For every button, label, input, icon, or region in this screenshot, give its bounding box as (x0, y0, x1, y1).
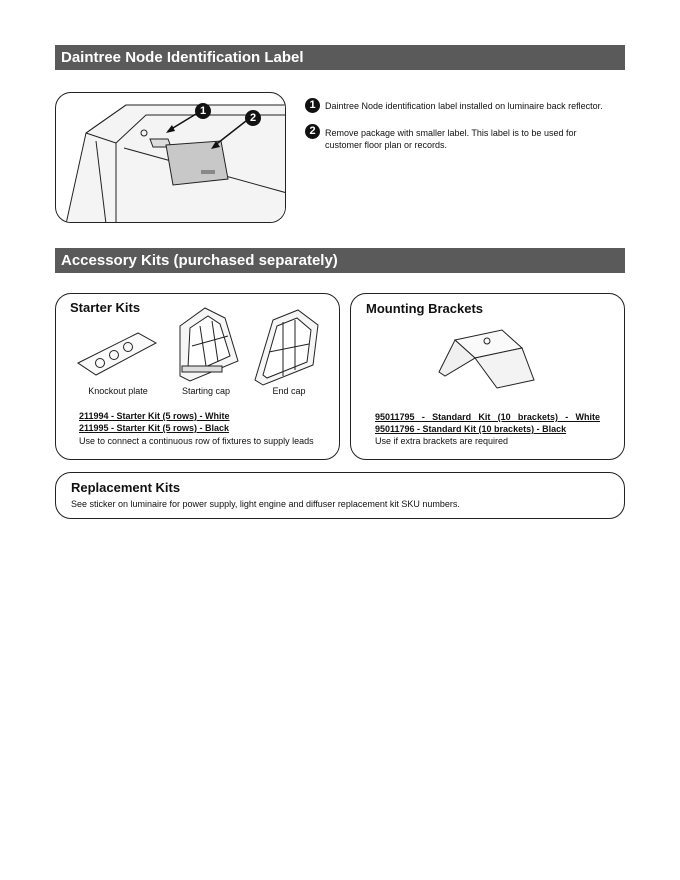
identification-section-title: Daintree Node Identification Label (55, 45, 625, 70)
end-cap-caption: End cap (272, 386, 306, 396)
mounting-brackets-title: Mounting Brackets (366, 301, 484, 316)
accessory-section-title: Accessory Kits (purchased separately) (55, 248, 625, 273)
starter-kit-sku-white: 211994 - Starter Kit (5 rows) - White (79, 411, 230, 421)
end-cap-image (253, 310, 323, 385)
knockout-plate-image (78, 333, 158, 378)
starter-kit-sku-black: 211995 - Starter Kit (5 rows) - Black (79, 423, 230, 433)
replacement-kits-title: Replacement Kits (71, 480, 181, 495)
mounting-bracket-sku-black: 95011796 - Standard Kit (10 brackets) - Black (375, 424, 567, 434)
illustration-callout-2: 2 (245, 110, 261, 126)
starting-cap-caption: Starting cap (181, 386, 231, 396)
mounting-bracket-note: Use if extra brackets are required (375, 436, 509, 446)
note-callout-1: 1 (305, 98, 320, 113)
replacement-kits-note: See sticker on luminaire for power supply, light engine and diffuser replacement kit SKU numbers. (71, 499, 460, 509)
illustration-callout-1: 1 (195, 103, 211, 119)
starter-kits-title: Starter Kits (70, 300, 141, 315)
note-2-text-line1: Remove package with smaller label. This label is to be used for (325, 128, 577, 138)
starting-cap-image (170, 306, 240, 381)
note-1-text: Daintree Node identification label installed on luminaire back reflector. (325, 101, 603, 111)
mounting-bracket-sku-white: 95011795 - Standard Kit (10 brackets) - White (375, 412, 600, 422)
knockout-plate-caption: Knockout plate (88, 386, 148, 396)
starter-kit-note: Use to connect a continuous row of fixtures to supply leads (79, 436, 314, 446)
note-2-text-line2: customer floor plan or records. (325, 140, 448, 150)
mounting-bracket-image (437, 328, 537, 393)
note-callout-2: 2 (305, 124, 320, 139)
